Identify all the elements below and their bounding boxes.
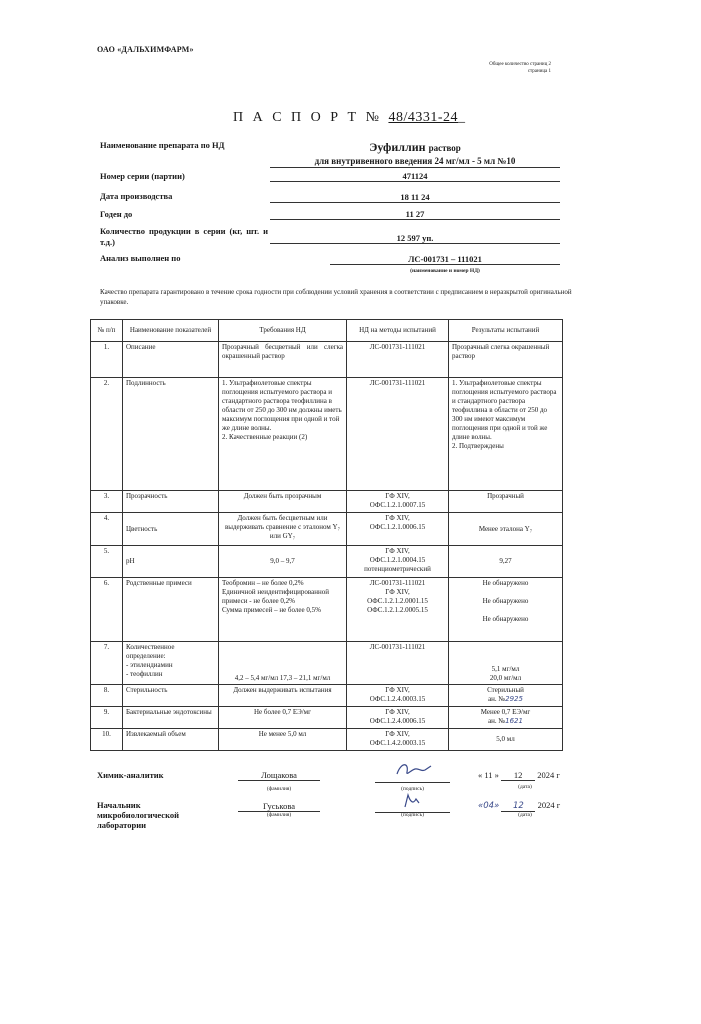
prod-date-label: Дата производства (100, 191, 173, 201)
header-methods: НД на методы испытаний (347, 320, 449, 342)
analysis-label: Анализ выполнен по (100, 253, 181, 263)
row-method: ГФ XIV, ОФС.1.2.1.0006.15 (347, 513, 449, 546)
analysis-caption: (наименование и номер НД) (410, 268, 480, 274)
series-label: Номер серии (партии) (100, 171, 185, 181)
row-name: Родственные примеси (123, 578, 219, 642)
pages-total: Общее количество страниц 2 (489, 62, 551, 67)
table-header-row (91, 320, 563, 342)
head-signature (375, 791, 450, 811)
row-name: Извлекаемый объем (123, 729, 219, 751)
qty-value: 12 597 уп. (270, 233, 560, 244)
table-row (91, 491, 563, 513)
product-label: Наименование препарата по НД (100, 140, 225, 150)
row-result: 1. Ультрафиолетовые спектры поглощения испытуемого раствора и стандартного раствора теофиллина в области от 250 до 300 нм имеют максимум поглощения при одной и той же длине волны. 2. Подтверждены (449, 378, 563, 491)
row-result: Не обнаружено Не обнаружено Не обнаружено (449, 578, 563, 642)
row-requirement: Должен быть бесцветным или выдерживать сравнение с эталоном Y₇ или GY₇ (219, 513, 347, 546)
row-number: 4. (91, 513, 123, 546)
row-name: Стерильность (123, 685, 219, 707)
row-result: Менее эталона Y₇ (449, 513, 563, 546)
head-name: Гуськова (238, 801, 320, 812)
chemist-date-year: 2024 г (537, 770, 560, 780)
row-requirement: Прозрачный бесцветный или слегка окрашенный раствор (219, 342, 347, 378)
row-method: ЛС-001731-111021 (347, 342, 449, 378)
chemist-date-caption: (дата) (518, 784, 532, 790)
head-label: Начальник микробиологической лаборатории (97, 800, 179, 830)
head-date-caption: (дата) (518, 812, 532, 818)
row-name: Количественное определение: - этилендиамин - теофиллин (123, 642, 219, 685)
row-method: ГФ XIV, ОФС.1.2.4.0003.15 (347, 685, 449, 707)
page-number: страница 1 (527, 69, 551, 74)
chemist-date-day: « 11 » (478, 770, 499, 780)
header-name: Наименование показателей (123, 320, 219, 342)
prod-date-value: 18 11 24 (270, 192, 560, 203)
row-requirement: 1. Ультрафиолетовые спектры поглощения испытуемого раствора и стандартного раствора теофиллина в области от 250 до 300 нм должны иметь максимум поглощения при одной и той же длине волны. 2. Качественные реакции (2) (219, 378, 347, 491)
handwritten-analysis-number: 1621 (505, 717, 523, 725)
analysis-value: ЛС-001731 – 111021 (330, 254, 560, 265)
head-surname-caption: (фамилия) (266, 812, 292, 818)
row-number: 7. (91, 642, 123, 685)
row-name: pH (123, 546, 219, 578)
table-row (91, 707, 563, 729)
head-date-month: 12 (501, 801, 535, 812)
head-date-day: «04» (478, 801, 500, 811)
head-signature-caption: (подпись) (401, 812, 424, 818)
row-number: 5. (91, 546, 123, 578)
table-row (91, 642, 563, 685)
row-number: 10. (91, 729, 123, 751)
chemist-date (478, 770, 560, 781)
row-requirement: Должен быть прозрачным (219, 491, 347, 513)
row-result: Прозрачный (449, 491, 563, 513)
row-result (449, 707, 563, 729)
row-result: 5,1 мг/мл 20,0 мг/мл (449, 642, 563, 685)
row-method: ЛС-001731-111021 ГФ XIV, ОФС.1.2.1.2.0001.15 ОФС.1.2.1.2.0005.15 (347, 578, 449, 642)
row-method: ГФ XIV, ОФС.1.2.4.0006.15 (347, 707, 449, 729)
row-name: Бактериальные эндотоксины (123, 707, 219, 729)
row-requirement: Не менее 5,0 мл (219, 729, 347, 751)
table-row (91, 729, 563, 751)
company-name: ОАО «ДАЛЬХИМФАРМ» (97, 45, 194, 54)
product-name: Эуфиллин (369, 140, 426, 154)
table-row (91, 378, 563, 491)
header-number: № п/п (91, 320, 123, 342)
table-row (91, 342, 563, 378)
result-text: Менее 0,7 ЕЭ/мг ан. № (480, 708, 531, 725)
passport-number: 48/4331-24 (388, 110, 459, 125)
chemist-surname-caption: (фамилия) (266, 786, 292, 792)
header-requirements: Требования НД (219, 320, 347, 342)
page-title: П А С П О Р Т № 48/4331-24_ (232, 110, 469, 125)
header-results: Результаты испытаний (449, 320, 563, 342)
qty-label: Количество продукции в серии (кг, шт. и т.д.) (100, 226, 268, 247)
row-number: 3. (91, 491, 123, 513)
chemist-signature-caption: (подпись) (401, 786, 424, 792)
page-info (489, 61, 551, 75)
row-name: Цветность (123, 513, 219, 546)
row-name: Описание (123, 342, 219, 378)
chemist-signature-line (375, 770, 450, 783)
handwritten-analysis-number: 2925 (505, 695, 523, 703)
title-prefix: П А С П О Р Т № (232, 110, 382, 125)
result-text: Стерильный ан. № (487, 686, 524, 703)
head-date-year: 2024 г (537, 800, 561, 810)
table-row (91, 546, 563, 578)
row-method: ГФ XIV, ОФС.1.2.1.0004.15 потенциометрический (347, 546, 449, 578)
row-requirement: 9,0 – 9,7 (219, 546, 347, 578)
row-requirement: Должен выдерживать испытания (219, 685, 347, 707)
row-method: ЛС-001731-111021 (347, 378, 449, 491)
table-row (91, 685, 563, 707)
row-name: Прозрачность (123, 491, 219, 513)
expiry-label: Годен до (100, 209, 133, 219)
table-row (91, 513, 563, 546)
row-requirement: Теобромин – не более 0,2% Единичной неидентифицированной примеси - не более 0,2% Сумма примесей – не более 0,5% (219, 578, 347, 642)
row-method: ГФ XIV, ОФС.1.2.1.0007.15 (347, 491, 449, 513)
row-method: ЛС-001731-111021 (347, 642, 449, 685)
row-number: 6. (91, 578, 123, 642)
product-name-line (270, 140, 560, 155)
row-number: 1. (91, 342, 123, 378)
row-method: ГФ XIV, ОФС.1.4.2.0003.15 (347, 729, 449, 751)
table-row (91, 578, 563, 642)
row-number: 8. (91, 685, 123, 707)
product-description: для внутривенного введения 24 мг/мл - 5 мл №10 (270, 155, 560, 168)
chemist-signature (375, 760, 450, 780)
row-requirement: 4,2 – 5,4 мг/мл 17,3 – 21,1 мг/мл (219, 642, 347, 685)
series-value: 471124 (270, 171, 560, 182)
row-number: 2. (91, 378, 123, 491)
chemist-name: Лощакова (238, 770, 320, 781)
row-name: Подлинность (123, 378, 219, 491)
chemist-date-month: 12 (501, 770, 535, 781)
chemist-label: Химик-аналитик (97, 770, 164, 780)
row-requirement: Не более 0,7 ЕЭ/мг (219, 707, 347, 729)
results-table (90, 319, 563, 751)
row-number: 9. (91, 707, 123, 729)
row-result (449, 685, 563, 707)
row-result: 9,27 (449, 546, 563, 578)
quality-note: Качество препарата гарантировано в течение срока годности при соблюдении условий хранения в соответствии с предписанием в неразкрытой оригинальной упаковке. (100, 288, 572, 306)
expiry-value: 11 27 (270, 209, 560, 220)
head-date (478, 800, 560, 812)
row-result: Прозрачный слегка окрашенный раствор (449, 342, 563, 378)
product-form: раствор (428, 143, 461, 153)
row-result: 5,0 мл (449, 729, 563, 751)
